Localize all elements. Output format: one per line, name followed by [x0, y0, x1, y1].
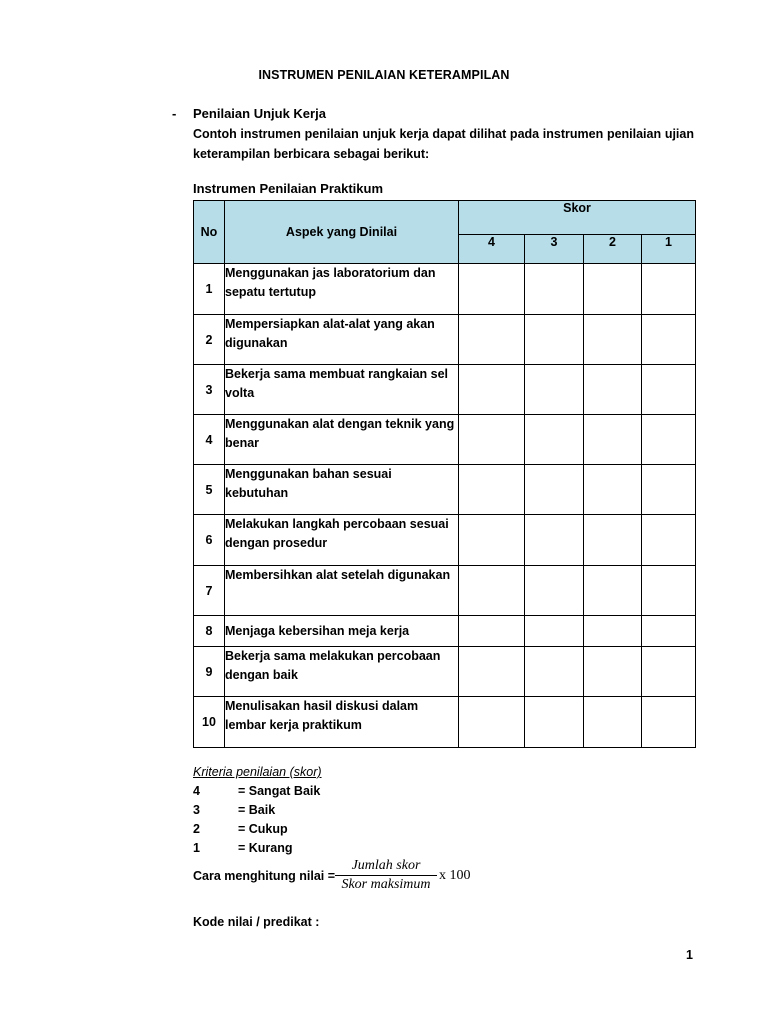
score-cell [525, 647, 584, 697]
row-aspek: Menulisakan hasil diskusi dalam lembar kerja praktikum [225, 697, 459, 748]
score-cell [525, 264, 584, 315]
score-cell [459, 616, 525, 647]
table-row [194, 465, 696, 515]
criteria-item [193, 803, 275, 817]
table-caption: Instrumen Penilaian Praktikum [193, 181, 384, 196]
score-cell [642, 515, 696, 566]
header-score-4: 4 [459, 234, 525, 263]
score-cell [584, 465, 642, 515]
score-cell [584, 616, 642, 647]
bullet-dash: - [172, 106, 177, 121]
header-score-2: 2 [584, 234, 642, 263]
score-cell [642, 264, 696, 315]
table-row [194, 315, 696, 365]
score-cell [459, 365, 525, 415]
row-number: 4 [194, 415, 225, 465]
row-aspek: Menggunakan jas laboratorium dan sepatu tertutup [225, 264, 459, 315]
row-number: 8 [194, 616, 225, 647]
row-number: 2 [194, 315, 225, 365]
criteria-score: 2 [193, 822, 200, 836]
table-row [194, 365, 696, 415]
score-cell [459, 415, 525, 465]
row-number: 1 [194, 264, 225, 315]
criteria-score: 1 [193, 841, 200, 855]
score-cell [642, 697, 696, 748]
score-cell [642, 616, 696, 647]
row-aspek: Menggunakan bahan sesuai kebutuhan [225, 465, 459, 515]
score-cell [584, 415, 642, 465]
row-aspek: Menjaga kebersihan meja kerja [225, 616, 459, 647]
kode-nilai-label: Kode nilai / predikat : [193, 915, 320, 929]
score-cell [584, 566, 642, 616]
score-cell [525, 515, 584, 566]
score-cell [525, 465, 584, 515]
score-cell [584, 697, 642, 748]
score-cell [642, 465, 696, 515]
score-cell [642, 365, 696, 415]
header-score-3: 3 [525, 234, 584, 263]
formula-multiplier: x 100 [439, 868, 471, 883]
score-cell [525, 566, 584, 616]
score-cell [459, 515, 525, 566]
criteria-title: Kriteria penilaian (skor) [193, 765, 322, 779]
row-aspek: Bekerja sama melakukan percobaan dengan baik [225, 647, 459, 697]
table-row [194, 616, 696, 647]
score-cell [642, 315, 696, 365]
page-number: 1 [686, 948, 693, 962]
row-number: 10 [194, 697, 225, 748]
row-aspek: Mempersiapkan alat-alat yang akan digunakan [225, 315, 459, 365]
score-cell [459, 264, 525, 315]
row-aspek: Bekerja sama membuat rangkaian sel volta [225, 365, 459, 415]
score-cell [459, 315, 525, 365]
row-aspek: Melakukan langkah percobaan sesuai dengan prosedur [225, 515, 459, 566]
score-cell [525, 616, 584, 647]
intro-paragraph: Contoh instrumen penilaian unjuk kerja dapat dilihat pada instrumen penilaian ujian keterampilan berbicara sebagai berikut: [193, 127, 694, 161]
criteria-label: = Baik [238, 803, 276, 817]
criteria-label: = Kurang [238, 841, 293, 855]
score-cell [642, 647, 696, 697]
assessment-table [193, 200, 696, 748]
score-cell [642, 415, 696, 465]
criteria-label: = Cukup [238, 822, 288, 836]
table-row [194, 515, 696, 566]
score-cell [584, 365, 642, 415]
header-aspek: Aspek yang Dinilai [225, 201, 459, 264]
score-cell [459, 647, 525, 697]
criteria-item [193, 841, 293, 855]
criteria-score: 3 [193, 803, 200, 817]
formula-fraction [335, 858, 437, 893]
row-aspek: Membersihkan alat setelah digunakan [225, 566, 459, 616]
document-title: INSTRUMEN PENILAIAN KETERAMPILAN [258, 68, 510, 82]
criteria-item [193, 784, 320, 798]
table-row [194, 697, 696, 748]
formula-numerator: Jumlah skor [335, 858, 437, 876]
formula-label: Cara menghitung nilai = [193, 869, 336, 883]
score-cell [459, 465, 525, 515]
row-number: 7 [194, 566, 225, 616]
criteria-item [193, 822, 288, 836]
score-cell [584, 315, 642, 365]
score-cell [459, 566, 525, 616]
header-score-1: 1 [642, 234, 696, 263]
row-number: 6 [194, 515, 225, 566]
score-cell [525, 697, 584, 748]
score-cell [459, 697, 525, 748]
score-cell [642, 566, 696, 616]
subheading: Penilaian Unjuk Kerja [193, 106, 326, 121]
score-cell [584, 647, 642, 697]
table-row [194, 566, 696, 616]
table-row [194, 647, 696, 697]
criteria-label: = Sangat Baik [238, 784, 321, 798]
row-number: 9 [194, 647, 225, 697]
score-cell [584, 515, 642, 566]
score-cell [525, 315, 584, 365]
formula-denominator: Skor maksimum [341, 877, 431, 892]
table-row [194, 264, 696, 315]
header-skor: Skor [459, 201, 696, 235]
criteria-score: 4 [193, 784, 200, 798]
row-aspek: Menggunakan alat dengan teknik yang benar [225, 415, 459, 465]
score-cell [525, 415, 584, 465]
header-no: No [194, 201, 225, 264]
row-number: 5 [194, 465, 225, 515]
score-cell [525, 365, 584, 415]
table-row [194, 415, 696, 465]
row-number: 3 [194, 365, 225, 415]
score-cell [584, 264, 642, 315]
